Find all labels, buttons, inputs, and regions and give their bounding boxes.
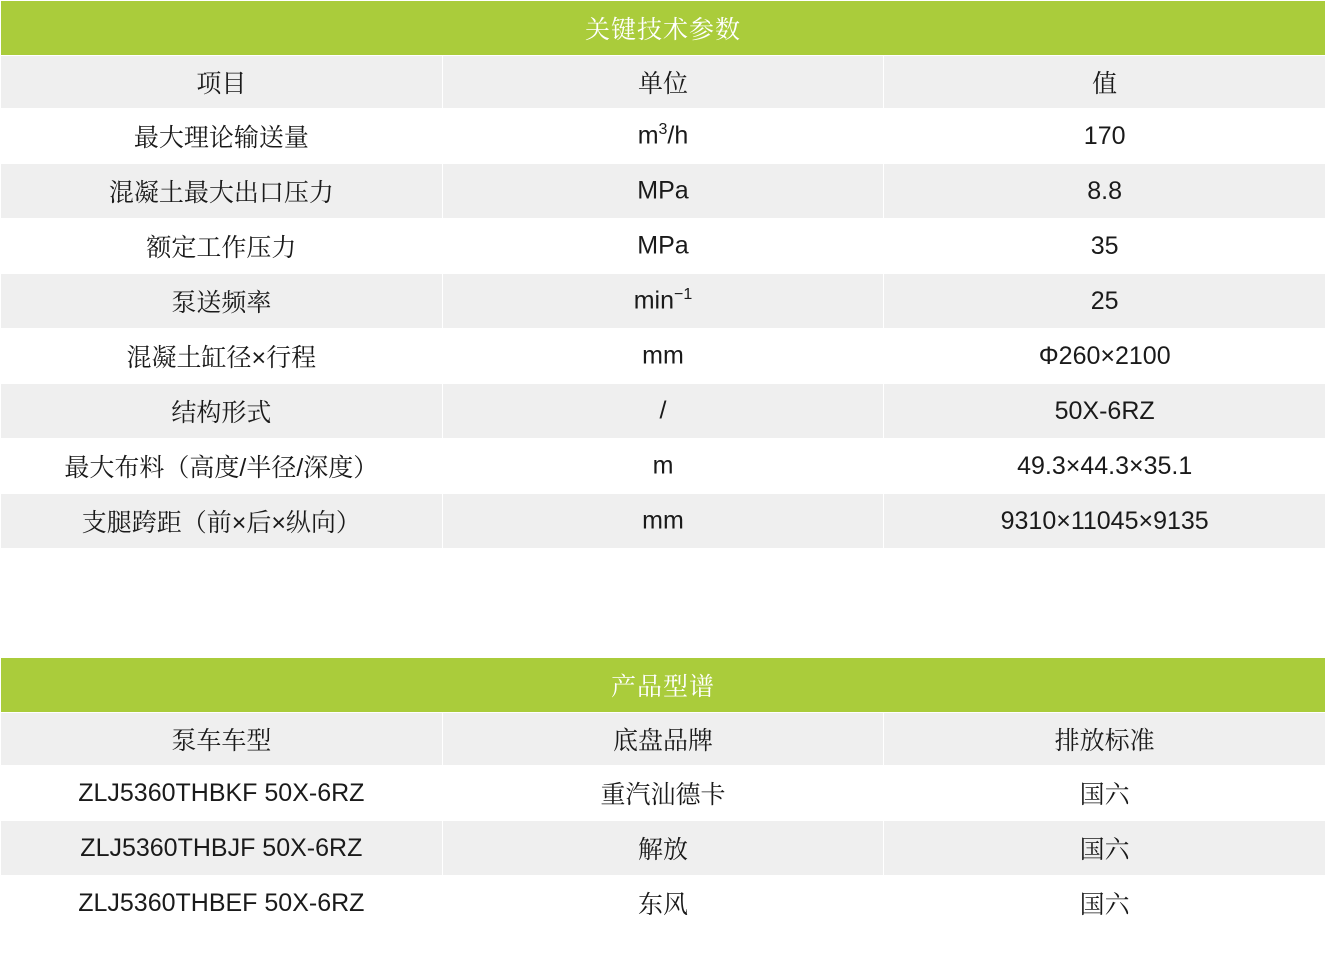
spec-item: 最大理论输送量 (1, 109, 443, 164)
model-emission: 国六 (884, 766, 1326, 821)
model-chassis: 重汽汕德卡 (442, 766, 884, 821)
spec-value: Φ260×2100 (884, 329, 1326, 384)
spec-value: 9310×11045×9135 (884, 494, 1326, 549)
spec-header-value: 值 (884, 56, 1326, 109)
model-name: ZLJ5360THBJF 50X-6RZ (1, 821, 443, 876)
spec-header-unit: 单位 (442, 56, 884, 109)
spec-value: 35 (884, 219, 1326, 274)
table-row (1, 766, 1326, 821)
model-chassis: 东风 (442, 876, 884, 931)
table-row (1, 876, 1326, 931)
model-table-title-row (1, 658, 1326, 713)
spec-item: 混凝土最大出口压力 (1, 164, 443, 219)
section-gap (0, 549, 1337, 657)
spec-value: 170 (884, 109, 1326, 164)
spec-unit (442, 274, 884, 329)
spec-unit (442, 109, 884, 164)
spec-unit (442, 164, 884, 219)
table-row (1, 384, 1326, 439)
spec-unit-base: m (637, 121, 659, 150)
table-row (1, 219, 1326, 274)
table-row (1, 821, 1326, 876)
spec-header-item: 项目 (1, 56, 443, 109)
spec-value: 8.8 (884, 164, 1326, 219)
spec-unit-base: MPa (637, 231, 689, 260)
spec-item: 额定工作压力 (1, 219, 443, 274)
spec-unit-base: min (633, 286, 674, 315)
spec-item: 结构形式 (1, 384, 443, 439)
spec-unit (442, 494, 884, 549)
model-emission: 国六 (884, 876, 1326, 931)
spec-unit-sup: 3 (658, 121, 668, 139)
spec-unit-tail: /h (667, 121, 689, 150)
model-table-header-row (1, 713, 1326, 766)
product-model-table (0, 657, 1326, 931)
spec-table-title: 关键技术参数 (1, 1, 1326, 56)
spec-table-title-row (1, 1, 1326, 56)
spec-unit-base: mm (642, 506, 684, 535)
table-row (1, 109, 1326, 164)
table-row (1, 439, 1326, 494)
spec-item: 最大布料（高度/半径/深度） (1, 439, 443, 494)
spec-unit-base: mm (642, 341, 684, 370)
spec-value: 49.3×44.3×35.1 (884, 439, 1326, 494)
model-emission: 国六 (884, 821, 1326, 876)
table-row (1, 329, 1326, 384)
spec-value: 50X-6RZ (884, 384, 1326, 439)
spec-item: 混凝土缸径×行程 (1, 329, 443, 384)
table-row (1, 164, 1326, 219)
model-header-emission: 排放标准 (884, 713, 1326, 766)
model-name: ZLJ5360THBEF 50X-6RZ (1, 876, 443, 931)
model-chassis: 解放 (442, 821, 884, 876)
table-row (1, 494, 1326, 549)
table-row (1, 274, 1326, 329)
model-table-title: 产品型谱 (1, 658, 1326, 713)
spec-unit-base: / (659, 396, 667, 425)
model-name: ZLJ5360THBKF 50X-6RZ (1, 766, 443, 821)
spec-item: 支腿跨距（前×后×纵向） (1, 494, 443, 549)
spec-unit (442, 219, 884, 274)
spec-value: 25 (884, 274, 1326, 329)
model-header-chassis: 底盘品牌 (442, 713, 884, 766)
spec-unit-base: MPa (637, 176, 689, 205)
model-header-model: 泵车车型 (1, 713, 443, 766)
spec-unit (442, 329, 884, 384)
spec-table-header-row (1, 56, 1326, 109)
spec-unit-base: m (652, 451, 674, 480)
spec-item: 泵送频率 (1, 274, 443, 329)
spec-unit (442, 439, 884, 494)
spec-unit (442, 384, 884, 439)
spec-unit-sup: −1 (674, 286, 693, 304)
